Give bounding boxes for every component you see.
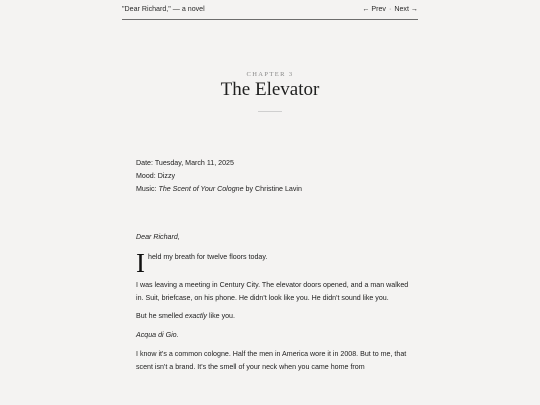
opening-paragraph-text: held my breath for twelve floors today.: [148, 252, 268, 261]
date-label: Date:: [136, 159, 153, 167]
paragraph-smell-prefix: But he smelled: [136, 312, 185, 321]
paragraph-smell-suffix: like you.: [206, 312, 235, 321]
music-title: The Scent of Your Cologne: [158, 185, 244, 194]
chapter-title: The Elevator: [220, 79, 320, 100]
music-line: [136, 183, 416, 196]
title-divider: [258, 111, 282, 112]
mood-line: [136, 170, 416, 183]
paragraph-elevator-meeting: I was leaving a meeting in Century City. The elevator doors opened, and a man walked in. Suit, briefcase, on his phone. He didn't look like you. He didn't sound like you.: [136, 280, 409, 302]
previous-chapter-link[interactable]: ← Prev: [362, 4, 386, 13]
paragraph-smell: [136, 310, 416, 323]
mood-value: Dizzy: [157, 172, 176, 181]
letter-greeting: Dear Richard,: [136, 233, 180, 241]
paragraph-smell-emphasis: exactly: [184, 312, 207, 321]
entry-metadata: [136, 157, 416, 197]
chapter-navigation: [362, 6, 418, 13]
music-by: by: [245, 185, 254, 194]
music-artist: Christine Lavin: [255, 185, 302, 194]
music-label: Music:: [136, 185, 157, 194]
date-line: [136, 157, 416, 170]
top-navigation-bar: [122, 0, 418, 20]
mood-label: Mood:: [136, 172, 156, 181]
next-chapter-link[interactable]: Next →: [394, 4, 418, 13]
navigation-separator: ·: [388, 4, 392, 13]
paragraph-cologne-name: Acqua di Gio.: [136, 331, 179, 340]
book-title-container: [122, 6, 205, 13]
drop-cap: I: [136, 247, 145, 278]
chapter-label: CHAPTER 3: [246, 71, 294, 78]
paragraph-memory: I know it's a common cologne. Half the men in America wore it in 2008. But to me, that scent isn't a brand. It's the smell of your neck when you came home from: [136, 349, 407, 371]
opening-paragraph: [136, 247, 416, 278]
date-value: Tuesday, March 11, 2025: [154, 159, 234, 167]
chapter-body: [136, 231, 416, 380]
book-title: "Dear Richard," — a novel: [122, 4, 205, 13]
